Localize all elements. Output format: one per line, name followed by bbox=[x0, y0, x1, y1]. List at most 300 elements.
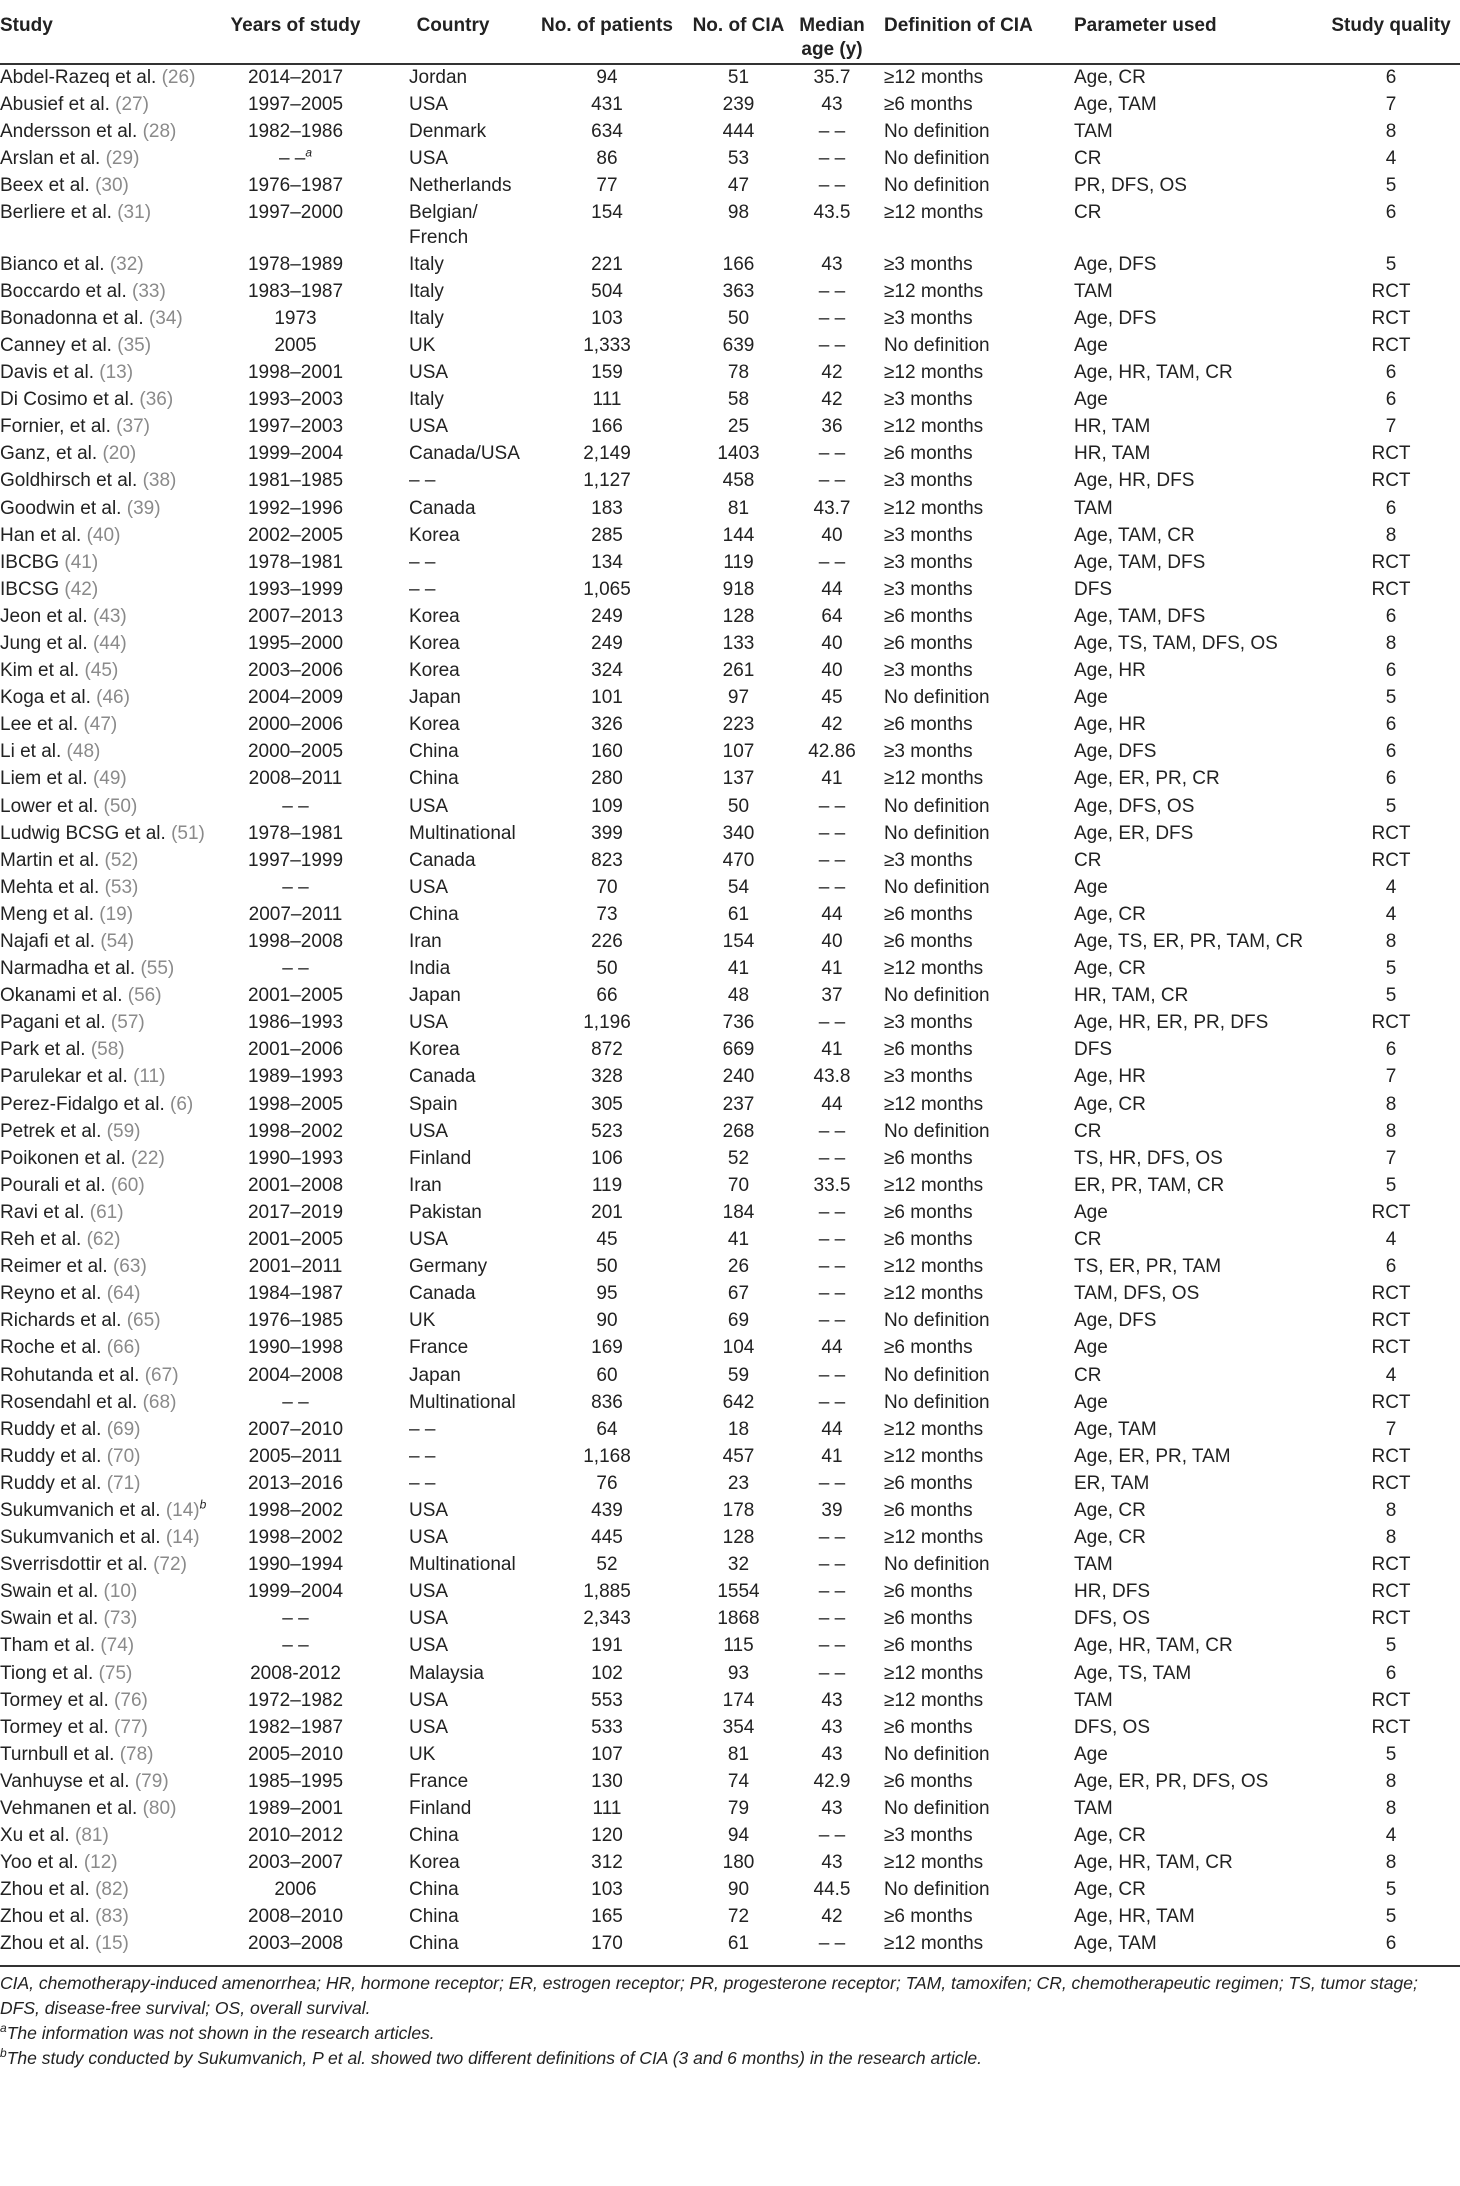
cell-years bbox=[214, 577, 377, 604]
cell-country-value: Canada bbox=[409, 849, 476, 871]
cell-median-age bbox=[792, 468, 872, 495]
study-name: Park et al. bbox=[0, 1039, 86, 1061]
table-row bbox=[0, 577, 1460, 604]
cell-cia bbox=[685, 685, 792, 712]
cell-median-age bbox=[792, 1769, 872, 1796]
cell-median-age-value: – – bbox=[818, 1012, 846, 1034]
study-reference: (72) bbox=[153, 1554, 187, 1576]
cell-quality bbox=[1322, 200, 1460, 251]
cell-parameter-value: TAM bbox=[1074, 280, 1113, 302]
study-reference: (38) bbox=[142, 470, 177, 492]
cell-years-value: 2008-2012 bbox=[250, 1662, 341, 1684]
study-reference: (47) bbox=[83, 714, 118, 736]
cell-parameter-value: Age, TS, ER, PR, TAM, CR bbox=[1074, 931, 1304, 952]
cell-definition-value: ≥3 months bbox=[884, 741, 973, 763]
study-reference: (60) bbox=[110, 1174, 145, 1196]
cell-years bbox=[214, 550, 377, 577]
cell-patients-value: 445 bbox=[591, 1527, 623, 1549]
cell-definition bbox=[872, 1796, 1062, 1823]
cell-quality-value: 8 bbox=[1385, 1093, 1397, 1115]
cell-parameter bbox=[1062, 712, 1322, 739]
cell-parameter bbox=[1062, 1092, 1322, 1119]
cell-years bbox=[214, 1633, 377, 1660]
study-reference: (65) bbox=[126, 1310, 161, 1332]
cell-parameter bbox=[1062, 1308, 1322, 1335]
cell-cia-value: 470 bbox=[722, 849, 755, 871]
cell-quality bbox=[1322, 146, 1460, 173]
cell-quality-value: 6 bbox=[1385, 1933, 1397, 1955]
study-reference: (32) bbox=[109, 253, 144, 275]
cell-cia-value: 41 bbox=[727, 1229, 750, 1251]
cell-cia bbox=[685, 1444, 792, 1471]
cell-cia bbox=[685, 1688, 792, 1715]
cell-patients bbox=[529, 64, 685, 92]
cell-definition-value: No definition bbox=[884, 1798, 990, 1819]
footnote-a-mark: a bbox=[0, 2020, 7, 2035]
cell-patients-value: 249 bbox=[591, 605, 623, 627]
cell-quality-value: 7 bbox=[1385, 1147, 1397, 1169]
cell-years-value: 2007–2013 bbox=[247, 605, 344, 627]
cell-patients-value: 130 bbox=[591, 1770, 623, 1792]
cell-patients bbox=[529, 821, 685, 848]
study-reference: (40) bbox=[86, 524, 121, 546]
cell-cia-value: 94 bbox=[727, 1825, 750, 1847]
cell-definition bbox=[872, 902, 1062, 929]
cell-patients-value: 439 bbox=[591, 1499, 623, 1521]
cell-median-age bbox=[792, 1417, 872, 1444]
cell-years-value: 2008–2011 bbox=[248, 768, 343, 790]
cell-country-value: USA bbox=[409, 94, 449, 116]
cell-country-value: – – bbox=[409, 1418, 436, 1440]
table-row bbox=[0, 1254, 1460, 1281]
cell-quality bbox=[1322, 658, 1460, 685]
cell-definition bbox=[872, 1877, 1062, 1904]
cell-years bbox=[214, 766, 377, 793]
cell-cia-value: 61 bbox=[727, 903, 750, 925]
cell-years bbox=[214, 92, 377, 119]
cell-definition-value: ≥12 months bbox=[884, 1689, 984, 1711]
cell-cia bbox=[685, 1281, 792, 1308]
cell-cia bbox=[685, 1308, 792, 1335]
cell-definition-value: ≥3 months bbox=[884, 389, 973, 411]
table-row bbox=[0, 146, 1460, 173]
cell-parameter-value: Age, TAM, DFS bbox=[1074, 551, 1206, 573]
study-reference: (63) bbox=[112, 1256, 147, 1278]
cell-definition-value: ≥12 months bbox=[884, 1527, 984, 1549]
cell-country-value: USA bbox=[409, 1229, 449, 1251]
table-row bbox=[0, 173, 1460, 200]
cell-definition bbox=[872, 1092, 1062, 1119]
cell-patients bbox=[529, 1363, 685, 1390]
cell-median-age bbox=[792, 200, 872, 251]
cell-cia bbox=[685, 1850, 792, 1877]
table-row bbox=[0, 279, 1460, 306]
cell-years bbox=[214, 956, 377, 983]
cell-years bbox=[214, 306, 377, 333]
cell-quality bbox=[1322, 821, 1460, 848]
cell-parameter-value: Age, CR bbox=[1074, 1527, 1146, 1549]
cell-study bbox=[0, 712, 214, 739]
cell-parameter-value: Age bbox=[1074, 1743, 1108, 1765]
cell-cia-value: 918 bbox=[722, 578, 755, 600]
study-name: Rohutanda et al. bbox=[0, 1364, 140, 1386]
cell-median-age bbox=[792, 64, 872, 92]
cell-median-age-value: – – bbox=[818, 1635, 846, 1657]
cell-years-value: 2007–2011 bbox=[248, 903, 343, 925]
cell-country-value: China bbox=[409, 768, 459, 790]
cell-definition bbox=[872, 577, 1062, 604]
cell-definition bbox=[872, 252, 1062, 279]
cell-study bbox=[0, 306, 214, 333]
cell-country-value: USA bbox=[409, 1499, 449, 1521]
cell-definition bbox=[872, 92, 1062, 119]
cell-years bbox=[214, 1335, 377, 1362]
cell-parameter bbox=[1062, 1010, 1322, 1037]
cell-cia-value: 104 bbox=[722, 1337, 755, 1359]
cell-country bbox=[377, 1200, 529, 1227]
cell-definition-value: No definition bbox=[884, 1310, 990, 1332]
cell-median-age-value: – – bbox=[818, 280, 846, 302]
cell-quality-value: RCT bbox=[1371, 1689, 1411, 1711]
study-name: Tham et al. bbox=[0, 1635, 96, 1657]
cell-quality bbox=[1322, 1742, 1460, 1769]
cell-quality bbox=[1322, 1281, 1460, 1308]
cell-parameter bbox=[1062, 1606, 1322, 1633]
cell-years-value: 1998–2002 bbox=[247, 1499, 344, 1521]
cell-quality bbox=[1322, 1092, 1460, 1119]
cell-cia bbox=[685, 875, 792, 902]
cell-patients bbox=[529, 119, 685, 146]
table-row bbox=[0, 1688, 1460, 1715]
cell-cia bbox=[685, 387, 792, 414]
cell-country bbox=[377, 1308, 529, 1335]
study-name: Jeon et al. bbox=[0, 605, 88, 627]
cell-country-value: USA bbox=[409, 1689, 449, 1711]
cell-parameter-value: Age, CR bbox=[1074, 903, 1146, 925]
cell-parameter-value: CR bbox=[1074, 148, 1102, 170]
table-row bbox=[0, 1173, 1460, 1200]
cell-cia bbox=[685, 119, 792, 146]
study-name: Ruddy et al. bbox=[0, 1445, 102, 1467]
cell-quality-value: 5 bbox=[1385, 1879, 1397, 1901]
cell-country-value: – – bbox=[409, 470, 436, 492]
cell-country-value: China bbox=[409, 1879, 459, 1901]
cell-definition-value: ≥3 months bbox=[884, 1066, 973, 1088]
study-name: Zhou et al. bbox=[0, 1879, 90, 1901]
cell-cia bbox=[685, 1552, 792, 1579]
cell-patients-value: 154 bbox=[591, 202, 623, 224]
cell-patients bbox=[529, 468, 685, 495]
cell-parameter-value: Age, CR bbox=[1074, 1825, 1146, 1847]
cell-country-value: Korea bbox=[409, 605, 460, 627]
cell-years-value: 1990–1994 bbox=[247, 1554, 344, 1576]
cell-patients-value: 280 bbox=[591, 768, 623, 790]
cell-median-age bbox=[792, 523, 872, 550]
table-row bbox=[0, 1092, 1460, 1119]
footnote-a-text: The information was not shown in the research articles. bbox=[6, 2022, 435, 2043]
cell-definition-value: ≥6 months bbox=[884, 1608, 973, 1630]
cell-definition-value: ≥3 months bbox=[884, 524, 973, 546]
cell-years-value: 1993–1999 bbox=[247, 578, 344, 600]
cell-study bbox=[0, 1633, 214, 1660]
cell-years-value: 2014–2017 bbox=[247, 67, 344, 88]
cell-country-value: USA bbox=[409, 148, 449, 170]
cell-parameter bbox=[1062, 766, 1322, 793]
cell-median-age-value: – – bbox=[818, 1256, 846, 1278]
cell-cia bbox=[685, 92, 792, 119]
cell-patients bbox=[529, 496, 685, 523]
cell-patients bbox=[529, 902, 685, 929]
cell-cia bbox=[685, 766, 792, 793]
cell-patients-value: 1,168 bbox=[583, 1445, 631, 1467]
cell-definition bbox=[872, 1688, 1062, 1715]
table-row bbox=[0, 739, 1460, 766]
cell-quality-value: RCT bbox=[1371, 443, 1411, 465]
cell-parameter-value: DFS bbox=[1074, 578, 1112, 600]
cell-quality-value: 8 bbox=[1385, 931, 1397, 952]
cell-quality bbox=[1322, 1390, 1460, 1417]
cell-quality-value: RCT bbox=[1371, 849, 1411, 871]
cell-country-value: Finland bbox=[409, 1147, 472, 1169]
cell-definition-value: ≥3 months bbox=[884, 253, 973, 275]
cell-median-age bbox=[792, 1444, 872, 1471]
study-reference: (13) bbox=[99, 362, 134, 384]
cell-study bbox=[0, 902, 214, 929]
cell-definition-value: ≥6 months bbox=[884, 605, 973, 627]
cell-cia bbox=[685, 1092, 792, 1119]
cell-years-value: 1997–2000 bbox=[247, 202, 344, 224]
cell-quality-value: 4 bbox=[1385, 148, 1397, 170]
study-name: Ravi et al. bbox=[0, 1201, 85, 1223]
cell-parameter-value: Age, CR bbox=[1074, 1499, 1146, 1521]
study-reference: (19) bbox=[99, 903, 134, 925]
cell-years bbox=[214, 712, 377, 739]
cell-years bbox=[214, 1119, 377, 1146]
header-row bbox=[0, 0, 1460, 64]
cell-median-age bbox=[792, 1064, 872, 1091]
cell-parameter-value: CR bbox=[1074, 1229, 1102, 1251]
cell-cia bbox=[685, 1877, 792, 1904]
cell-parameter bbox=[1062, 1281, 1322, 1308]
cell-quality bbox=[1322, 468, 1460, 495]
cell-quality bbox=[1322, 306, 1460, 333]
cell-quality-value: 6 bbox=[1385, 67, 1397, 88]
cell-cia bbox=[685, 1173, 792, 1200]
cell-years-value: 1990–1998 bbox=[247, 1337, 344, 1359]
cell-definition-value: ≥6 months bbox=[884, 1337, 973, 1359]
cell-definition-value: ≥6 months bbox=[884, 1770, 973, 1792]
cell-cia bbox=[685, 1579, 792, 1606]
cell-years bbox=[214, 631, 377, 658]
study-reference: (33) bbox=[132, 280, 166, 302]
cell-definition bbox=[872, 414, 1062, 441]
cell-cia bbox=[685, 441, 792, 468]
cell-country bbox=[377, 1146, 529, 1173]
cell-study bbox=[0, 1335, 214, 1362]
cell-cia-value: 97 bbox=[727, 687, 750, 709]
cell-cia bbox=[685, 1363, 792, 1390]
cell-cia-value: 1868 bbox=[717, 1608, 760, 1630]
cell-median-age bbox=[792, 902, 872, 929]
cell-median-age-value: 37 bbox=[821, 985, 843, 1007]
study-reference: (52) bbox=[104, 849, 139, 871]
cell-parameter-value: TAM, DFS, OS bbox=[1074, 1283, 1200, 1305]
cell-definition-value: No definition bbox=[884, 795, 990, 817]
cell-country-value: Belgian/ French bbox=[409, 202, 478, 248]
cell-quality bbox=[1322, 1633, 1460, 1660]
cell-patients-value: 1,885 bbox=[583, 1581, 631, 1603]
cell-parameter bbox=[1062, 306, 1322, 333]
table-bottom-rule bbox=[0, 1965, 1460, 1967]
cell-definition-value: ≥3 months bbox=[884, 578, 973, 600]
cell-patients-value: 103 bbox=[591, 1879, 623, 1901]
cell-definition-value: ≥12 months bbox=[884, 202, 984, 224]
cell-patients-value: 312 bbox=[591, 1852, 623, 1874]
cell-patients bbox=[529, 1173, 685, 1200]
cell-study bbox=[0, 1606, 214, 1633]
cell-patients bbox=[529, 523, 685, 550]
table-row bbox=[0, 604, 1460, 631]
cell-patients-value: 73 bbox=[596, 903, 618, 925]
cell-cia bbox=[685, 983, 792, 1010]
cell-patients-value: 102 bbox=[591, 1662, 623, 1684]
cell-country-value: Italy bbox=[409, 253, 444, 275]
cell-median-age-value: – – bbox=[818, 1554, 846, 1576]
cell-median-age-value: – – bbox=[818, 175, 846, 197]
cell-quality bbox=[1322, 1119, 1460, 1146]
cell-country bbox=[377, 1579, 529, 1606]
cell-parameter-value: Age, TAM bbox=[1074, 94, 1157, 116]
cell-definition-value: No definition bbox=[884, 1743, 990, 1765]
cell-patients-value: 160 bbox=[591, 741, 623, 763]
cell-definition-value: No definition bbox=[884, 985, 990, 1007]
cell-quality-value: 6 bbox=[1385, 362, 1397, 384]
cell-median-age bbox=[792, 1606, 872, 1633]
study-reference: (69) bbox=[106, 1418, 141, 1440]
cell-study bbox=[0, 577, 214, 604]
cell-quality bbox=[1322, 1579, 1460, 1606]
cell-patients-value: 90 bbox=[596, 1310, 618, 1332]
cell-years bbox=[214, 848, 377, 875]
cell-quality-value: 4 bbox=[1385, 1364, 1397, 1386]
cell-country bbox=[377, 1471, 529, 1498]
cell-parameter bbox=[1062, 794, 1322, 821]
cell-quality bbox=[1322, 279, 1460, 306]
cell-parameter-value: DFS, OS bbox=[1074, 1608, 1151, 1630]
cell-median-age bbox=[792, 1931, 872, 1958]
cell-years bbox=[214, 387, 377, 414]
cell-cia-value: 639 bbox=[722, 334, 755, 356]
cell-parameter bbox=[1062, 1579, 1322, 1606]
cell-median-age bbox=[792, 685, 872, 712]
cell-patients bbox=[529, 1552, 685, 1579]
cell-study bbox=[0, 1064, 214, 1091]
table-row bbox=[0, 1525, 1460, 1552]
cell-definition bbox=[872, 1661, 1062, 1688]
cell-cia bbox=[685, 577, 792, 604]
cell-median-age bbox=[792, 794, 872, 821]
cell-years bbox=[214, 1715, 377, 1742]
column-header-parameter: Parameter used bbox=[1062, 0, 1322, 64]
cell-country bbox=[377, 468, 529, 495]
cell-study bbox=[0, 1661, 214, 1688]
cell-parameter-value: Age, DFS bbox=[1074, 1310, 1157, 1332]
cell-median-age bbox=[792, 1281, 872, 1308]
cell-country bbox=[377, 1037, 529, 1064]
cell-definition-value: ≥12 months bbox=[884, 958, 984, 980]
cell-median-age-value: – – bbox=[818, 1391, 846, 1413]
cell-cia-value: 53 bbox=[727, 148, 750, 170]
cell-cia-value: 137 bbox=[722, 768, 755, 790]
cell-country bbox=[377, 1850, 529, 1877]
cell-patients-value: 324 bbox=[591, 660, 623, 682]
cell-patients bbox=[529, 200, 685, 251]
study-name: Okanami et al. bbox=[0, 985, 123, 1007]
cell-patients bbox=[529, 550, 685, 577]
cell-median-age-value: – – bbox=[818, 1933, 846, 1955]
cell-parameter bbox=[1062, 387, 1322, 414]
column-header-study: Study bbox=[0, 0, 214, 64]
cell-patients-value: 66 bbox=[596, 985, 618, 1007]
cell-country bbox=[377, 902, 529, 929]
cell-country bbox=[377, 1092, 529, 1119]
cell-median-age bbox=[792, 333, 872, 360]
cell-cia-value: 74 bbox=[727, 1770, 750, 1792]
study-reference: (67) bbox=[144, 1364, 179, 1386]
cell-patients-value: 76 bbox=[596, 1472, 618, 1494]
cell-median-age bbox=[792, 92, 872, 119]
cell-patients bbox=[529, 1606, 685, 1633]
cell-country bbox=[377, 441, 529, 468]
table-row bbox=[0, 64, 1460, 92]
cell-cia-value: 93 bbox=[727, 1662, 750, 1684]
study-name: Sukumvanich et al. bbox=[0, 1499, 161, 1521]
cell-parameter bbox=[1062, 64, 1322, 92]
cell-years-value: 1978–1981 bbox=[247, 822, 344, 844]
cell-definition-value: ≥3 months bbox=[884, 1825, 973, 1847]
cell-cia bbox=[685, 1769, 792, 1796]
cell-definition bbox=[872, 1579, 1062, 1606]
cell-study bbox=[0, 1688, 214, 1715]
cell-study bbox=[0, 523, 214, 550]
cell-median-age bbox=[792, 1498, 872, 1525]
cell-parameter-value: TAM bbox=[1074, 497, 1113, 519]
cell-parameter-value: Age, HR, TAM, CR bbox=[1074, 1852, 1233, 1874]
cell-median-age bbox=[792, 1390, 872, 1417]
cell-quality bbox=[1322, 685, 1460, 712]
cell-years bbox=[214, 173, 377, 200]
study-reference: (36) bbox=[139, 389, 174, 411]
cell-quality bbox=[1322, 387, 1460, 414]
study-name: Beex et al. bbox=[0, 175, 90, 197]
cell-median-age-value: 33.5 bbox=[813, 1174, 851, 1196]
cell-parameter bbox=[1062, 848, 1322, 875]
cell-quality bbox=[1322, 902, 1460, 929]
cell-definition bbox=[872, 794, 1062, 821]
study-name: Petrek et al. bbox=[0, 1120, 102, 1142]
cell-quality bbox=[1322, 956, 1460, 983]
cell-years-value: 2010–2012 bbox=[247, 1825, 344, 1847]
cell-quality-value: RCT bbox=[1371, 1391, 1411, 1413]
cell-country bbox=[377, 821, 529, 848]
cell-country bbox=[377, 387, 529, 414]
cell-patients-value: 191 bbox=[591, 1635, 623, 1657]
cell-quality-value: RCT bbox=[1371, 1310, 1411, 1332]
cell-parameter-value: Age, HR, TAM bbox=[1074, 1906, 1195, 1928]
table-row bbox=[0, 875, 1460, 902]
cell-median-age bbox=[792, 146, 872, 173]
cell-years-value: 1982–1986 bbox=[247, 121, 344, 143]
